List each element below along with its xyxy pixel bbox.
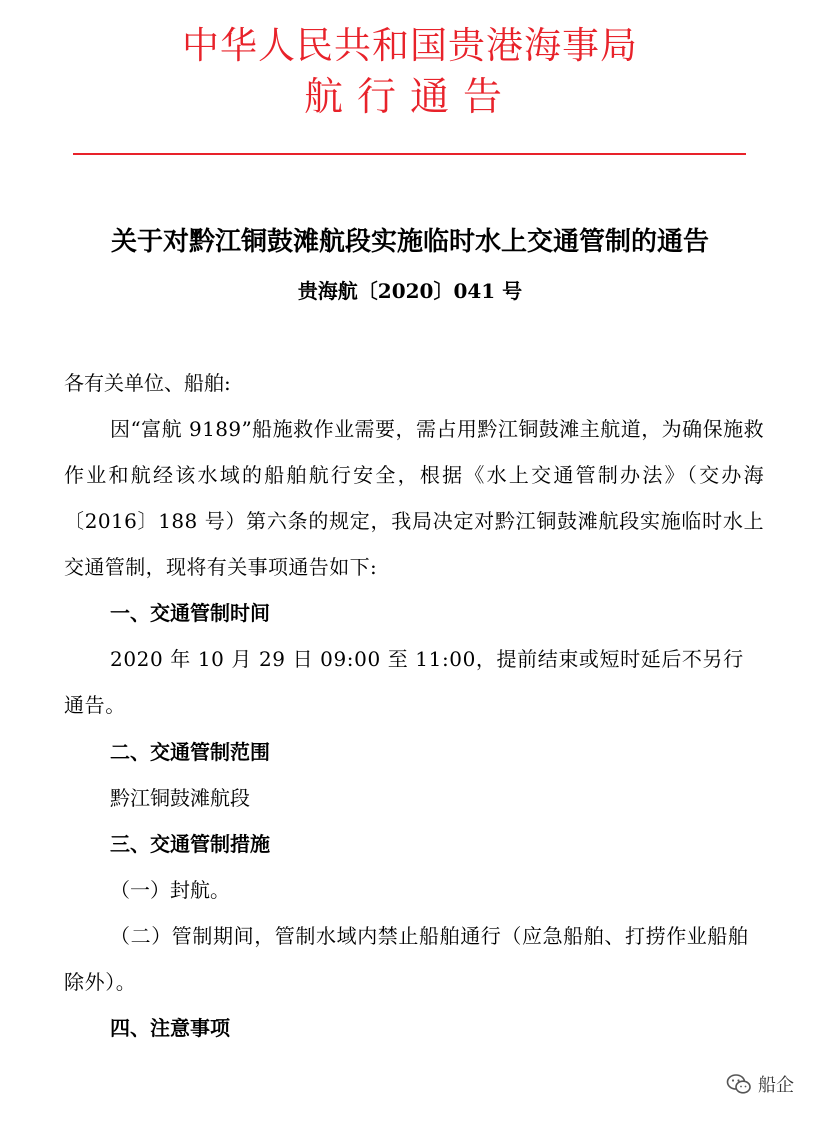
section-text-time: 2020 年 10 月 29 日 09:00 至 11:00，提前结束或短时延后不另行通告。 [64,647,744,717]
document-number: 贵海航〔2020〕041 号 [297,279,523,303]
section-heading-notes: 四、注意事项 [110,1016,230,1040]
section-heading-measures: 三、交通管制措施 [110,832,270,856]
section-text-scope: 黔江铜鼓滩航段 [110,786,250,810]
red-divider-line [73,153,746,155]
wechat-icon [726,1073,752,1095]
section-heading-scope: 二、交通管制范围 [110,740,270,764]
measure-item-2: （二）管制期间，管制水域内禁止船舶通行（应急船舶、打捞作业船舶除外）。 [64,924,749,994]
issuing-organization: 中华人民共和国贵港海事局 [182,24,638,67]
watermark-label: 船企 [758,1075,794,1096]
salutation: 各有关单位、船舶: [64,371,231,395]
intro-paragraph: 因“富航 9189”船施救作业需要，需占用黔江铜鼓滩主航道，为确保施救作业和航经该水域的船舶航行安全，根据《水上交通管制办法》（交办海〔2016〕188 号）第六条的规定，我局决定对黔江铜鼓滩航段实施临时水上交通管制，现将有关事项通告如下: [64,417,764,579]
wechat-watermark [726,1071,794,1097]
section-heading-time: 一、交通管制时间 [110,601,270,625]
document-title: 关于对黔江铜鼓滩航段实施临时水上交通管制的通告 [110,227,709,257]
notice-type-heading: 航行通告 [303,75,516,120]
measure-item-1: （一）封航。 [110,878,230,902]
